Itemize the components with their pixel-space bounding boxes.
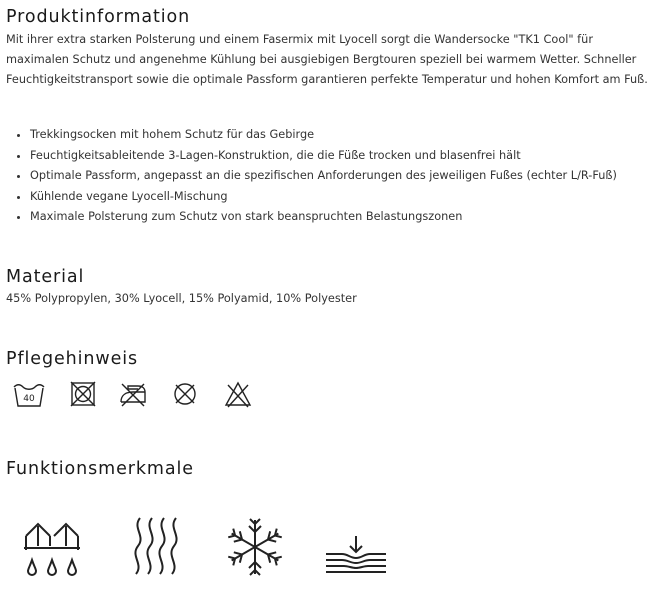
cooling-snowflake-icon bbox=[228, 516, 282, 578]
breathable-icon bbox=[130, 516, 180, 578]
product-info-heading: Produktinformation bbox=[6, 7, 191, 27]
no-bleach-icon bbox=[224, 380, 252, 408]
list-item: • Optimale Passform, angepasst an die spezifischen Anforderungen des jeweiligen Fußes (echter L/R-Fuß) bbox=[30, 166, 659, 187]
list-item: • Maximale Polsterung zum Schutz von stark beanspruchten Belastungszonen bbox=[30, 207, 659, 228]
moisture-wicking-icon bbox=[20, 516, 84, 578]
list-item: • Feuchtigkeitsableitende 3-Lagen-Konstruktion, die die Füße trocken und blasenfrei hält bbox=[30, 146, 659, 167]
wash-40-icon bbox=[12, 380, 46, 410]
care-heading: Pflegehinweis bbox=[6, 349, 139, 369]
product-description: Mit ihrer extra starken Polsterung und einem Fasermix mit Lyocell sorgt die Wandersocke "TK1 Cool" für maximalen Schutz und angenehme Kühlung bei ausgiebigen Bergtouren speziell bei warmem Wetter. Schneller Feuchtigkeitstransport sowie die optimale Passform garantieren perfekte Temperatur und hohen Komfort am Fuß. bbox=[6, 33, 648, 86]
features-heading: Funktionsmerkmale bbox=[6, 459, 194, 479]
cushioning-icon bbox=[324, 516, 388, 578]
feature-bullet-list bbox=[6, 125, 659, 228]
no-dry-clean-icon bbox=[172, 380, 198, 408]
material-heading: Material bbox=[6, 267, 85, 287]
list-item: • Trekkingsocken mit hohem Schutz für das Gebirge bbox=[30, 125, 659, 146]
no-tumble-dry-icon bbox=[70, 380, 96, 408]
material-composition: 45% Polypropylen, 30% Lyocell, 15% Polyamid, 10% Polyester bbox=[6, 292, 357, 305]
list-item: • Kühlende vegane Lyocell-Mischung bbox=[30, 187, 659, 208]
no-iron-icon bbox=[118, 380, 148, 408]
wash-temperature-label: 40 bbox=[23, 394, 35, 404]
